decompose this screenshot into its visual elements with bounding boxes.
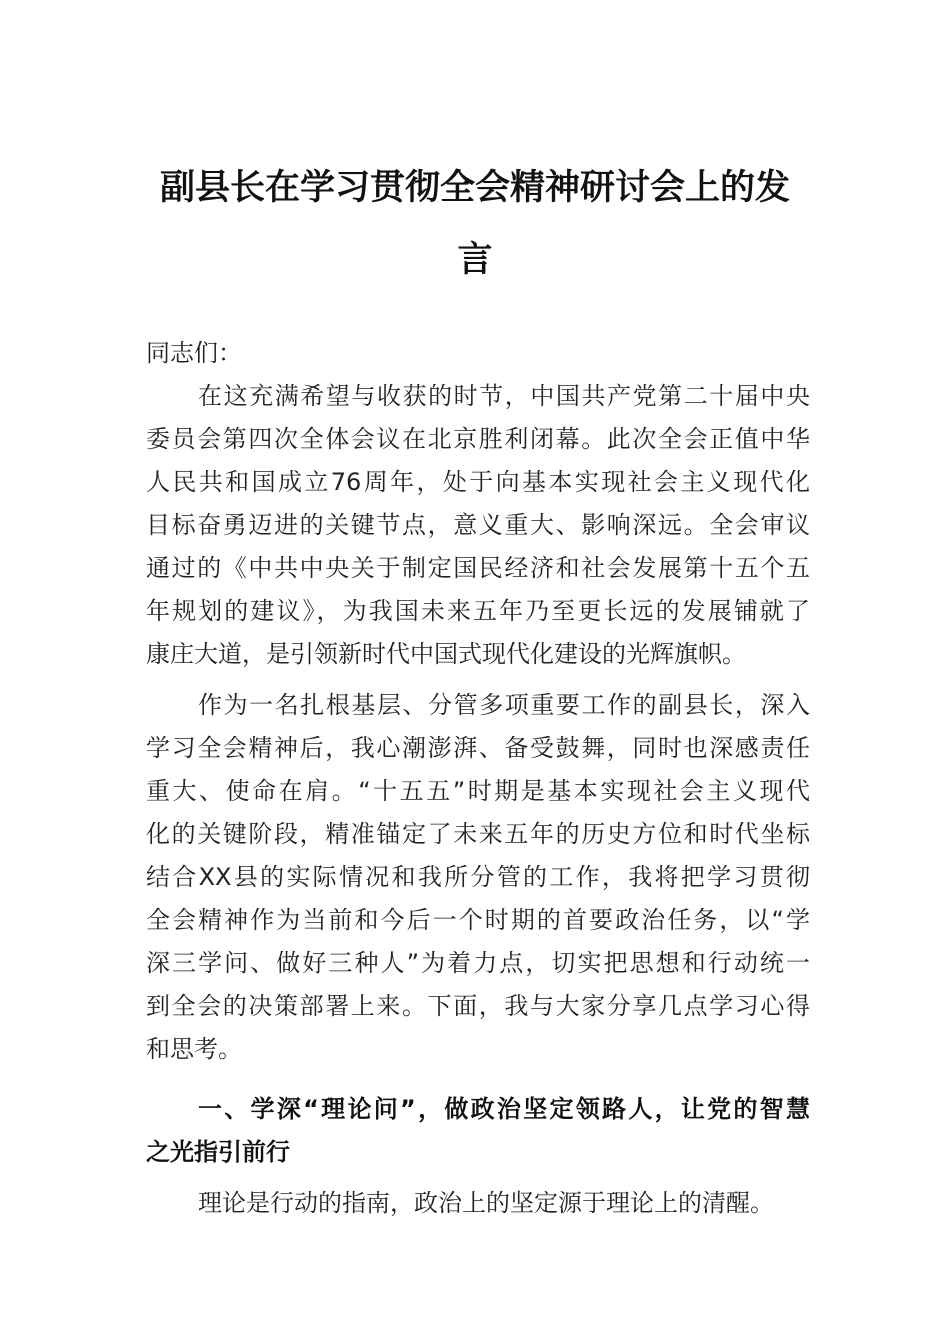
document-title-line-2: 言 bbox=[457, 239, 493, 280]
paragraph-1-line: 人民共和国成立76周年，处于向基本实现社会主义现代化 bbox=[146, 468, 810, 496]
document-title-line-1: 副县长在学习贯彻全会精神研讨会上的发 bbox=[159, 167, 790, 208]
paragraph-1-line: 通过的《中共中央关于制定国民经济和社会发展第十五个五 bbox=[146, 554, 810, 582]
paragraph-2-line: 深三学问、做好三种人”为着力点，切实把思想和行动统一 bbox=[146, 949, 810, 977]
paragraph-2-line: 和思考。 bbox=[146, 1035, 242, 1063]
paragraph-1-line: 康庄大道，是引领新时代中国式现代化建设的光辉旗帜。 bbox=[146, 640, 746, 668]
paragraph-2-line: 结合XX县的实际情况和我所分管的工作，我将把学习贯彻 bbox=[146, 863, 810, 891]
section-heading-line: 一、学深“理论问”，做政治坚定领路人，让党的智慧 bbox=[198, 1095, 810, 1123]
paragraph-2-line: 到全会的决策部署上来。下面，我与大家分享几点学习心得 bbox=[146, 992, 810, 1020]
salutation: 同志们： bbox=[146, 339, 242, 367]
paragraph-1-line: 在这充满希望与收获的时节，中国共产党第二十届中央 bbox=[198, 382, 810, 410]
paragraph-1-line: 目标奋勇迈进的关键节点，意义重大、影响深远。全会审议 bbox=[146, 511, 810, 539]
section-heading-line: 之光指引前行 bbox=[146, 1138, 290, 1166]
paragraph-2-line: 化的关键阶段，精准锚定了未来五年的历史方位和时代坐标 bbox=[146, 820, 810, 848]
paragraph-2-line: 作为一名扎根基层、分管多项重要工作的副县长，深入 bbox=[198, 691, 810, 719]
paragraph-2-line: 重大、使命在肩。“十五五”时期是基本实现社会主义现代 bbox=[146, 777, 810, 805]
paragraph-2-line: 学习全会精神后，我心潮澎湃、备受鼓舞，同时也深感责任 bbox=[146, 734, 810, 762]
section-paragraph-line: 理论是行动的指南，政治上的坚定源于理论上的清醒。 bbox=[198, 1189, 774, 1217]
paragraph-2-line: 全会精神作为当前和今后一个时期的首要政治任务，以“学 bbox=[146, 906, 810, 934]
paragraph-1-line: 委员会第四次全体会议在北京胜利闭幕。此次全会正值中华 bbox=[146, 425, 810, 453]
paragraph-1-line: 年规划的建议》，为我国未来五年乃至更长远的发展铺就了 bbox=[146, 597, 810, 625]
